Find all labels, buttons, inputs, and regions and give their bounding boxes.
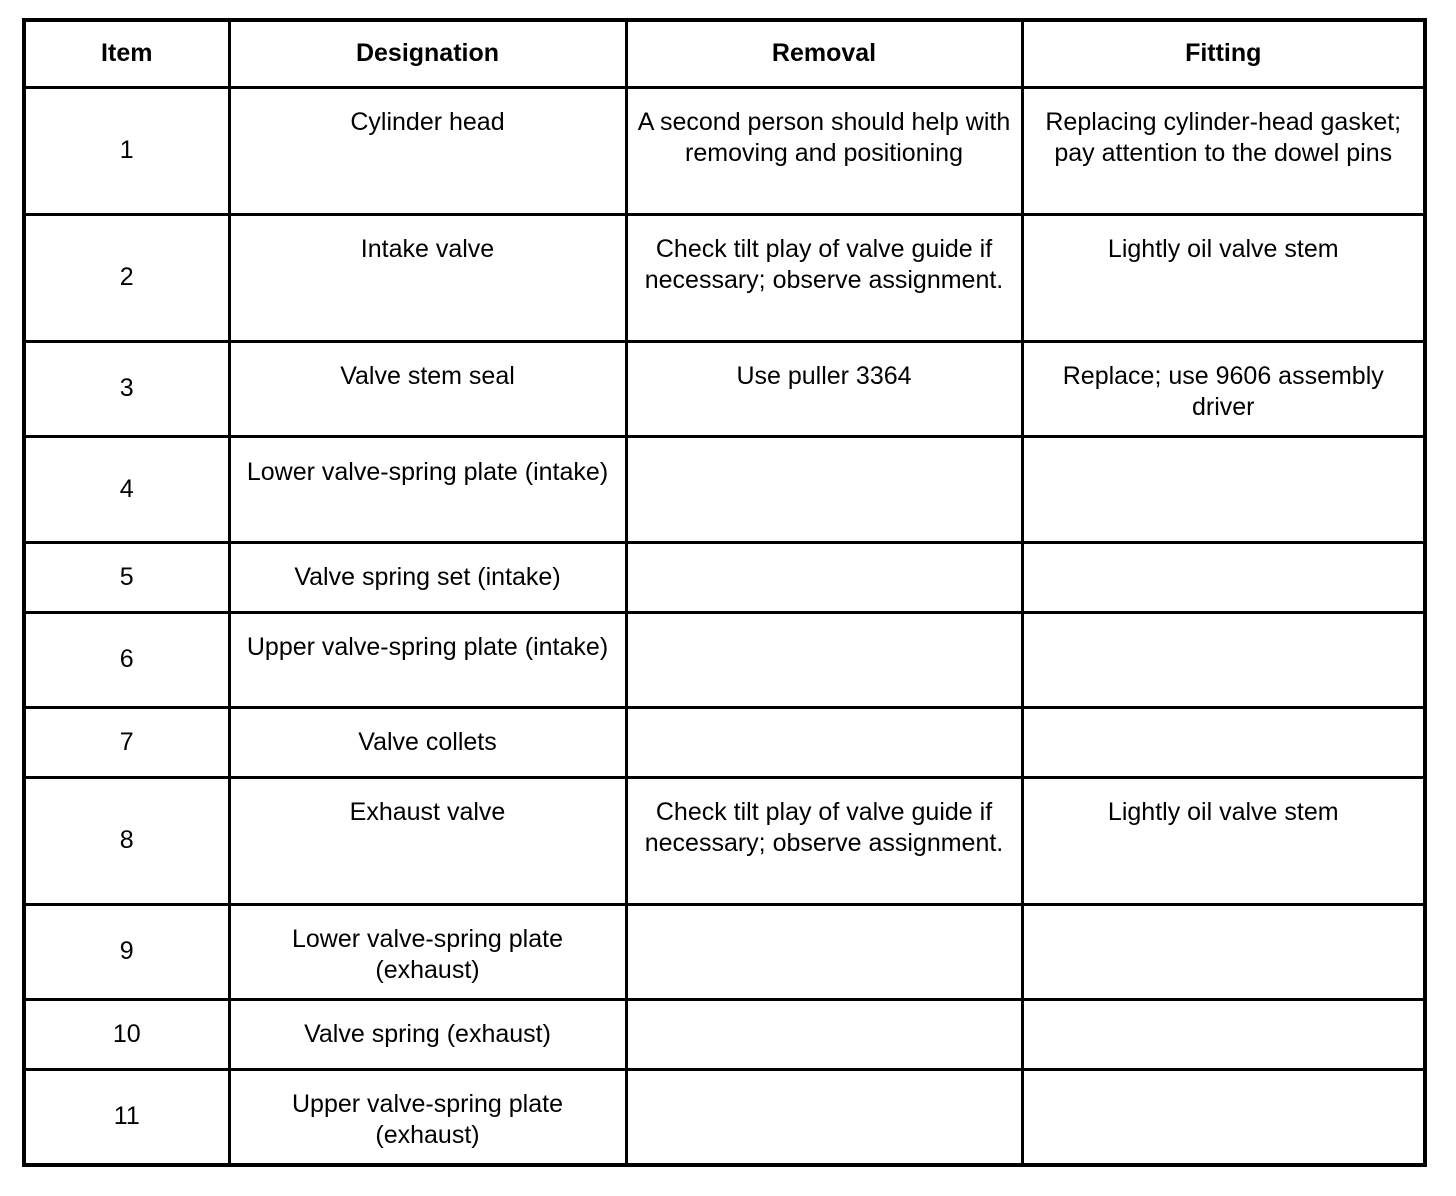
table-row <box>24 904 1425 999</box>
fitting-cell <box>1022 542 1425 612</box>
designation-cell: Upper valve-spring plate (exhaust) <box>229 1069 626 1165</box>
item-number: 11 <box>24 1069 229 1165</box>
table-row <box>24 436 1425 542</box>
header-designation: Designation <box>229 20 626 87</box>
designation-cell: Lower valve-spring plate (intake) <box>229 436 626 542</box>
item-number: 4 <box>24 436 229 542</box>
fitting-cell: Lightly oil valve stem <box>1022 214 1425 341</box>
fitting-cell <box>1022 1069 1425 1165</box>
designation-cell: Upper valve-spring plate (intake) <box>229 612 626 707</box>
item-number: 6 <box>24 612 229 707</box>
item-number: 9 <box>24 904 229 999</box>
designation-cell: Valve spring set (intake) <box>229 542 626 612</box>
designation-cell: Valve stem seal <box>229 341 626 436</box>
removal-cell: Use puller 3364 <box>626 341 1022 436</box>
header-fitting: Fitting <box>1022 20 1425 87</box>
item-number: 5 <box>24 542 229 612</box>
item-number: 3 <box>24 341 229 436</box>
fitting-cell: Replace; use 9606 assembly driver <box>1022 341 1425 436</box>
table-row <box>24 612 1425 707</box>
fitting-cell <box>1022 707 1425 777</box>
table-header-row <box>24 20 1425 87</box>
fitting-cell <box>1022 436 1425 542</box>
removal-cell <box>626 707 1022 777</box>
fitting-cell <box>1022 612 1425 707</box>
removal-cell <box>626 436 1022 542</box>
header-item: Item <box>24 20 229 87</box>
item-number: 1 <box>24 87 229 214</box>
fitting-cell: Replacing cylinder-head gasket; pay attention to the dowel pins <box>1022 87 1425 214</box>
removal-cell: Check tilt play of valve guide if necessary; observe assignment. <box>626 777 1022 904</box>
table-row <box>24 214 1425 341</box>
removal-cell <box>626 1069 1022 1165</box>
designation-cell: Valve spring (exhaust) <box>229 999 626 1069</box>
designation-cell: Intake valve <box>229 214 626 341</box>
item-number: 8 <box>24 777 229 904</box>
item-number: 2 <box>24 214 229 341</box>
fitting-cell: Lightly oil valve stem <box>1022 777 1425 904</box>
removal-cell: A second person should help with removing and positioning <box>626 87 1022 214</box>
table-row <box>24 542 1425 612</box>
table-row <box>24 87 1425 214</box>
designation-cell: Valve collets <box>229 707 626 777</box>
removal-cell <box>626 904 1022 999</box>
table-row <box>24 341 1425 436</box>
header-removal: Removal <box>626 20 1022 87</box>
designation-cell: Lower valve-spring plate (exhaust) <box>229 904 626 999</box>
fitting-cell <box>1022 904 1425 999</box>
designation-cell: Cylinder head <box>229 87 626 214</box>
removal-cell: Check tilt play of valve guide if necessary; observe assignment. <box>626 214 1022 341</box>
fitting-cell <box>1022 999 1425 1069</box>
removal-cell <box>626 999 1022 1069</box>
designation-cell: Exhaust valve <box>229 777 626 904</box>
removal-cell <box>626 542 1022 612</box>
parts-table <box>22 18 1427 1167</box>
removal-cell <box>626 612 1022 707</box>
table-row <box>24 777 1425 904</box>
table-row <box>24 707 1425 777</box>
item-number: 7 <box>24 707 229 777</box>
table-row <box>24 1069 1425 1165</box>
item-number: 10 <box>24 999 229 1069</box>
table-row <box>24 999 1425 1069</box>
